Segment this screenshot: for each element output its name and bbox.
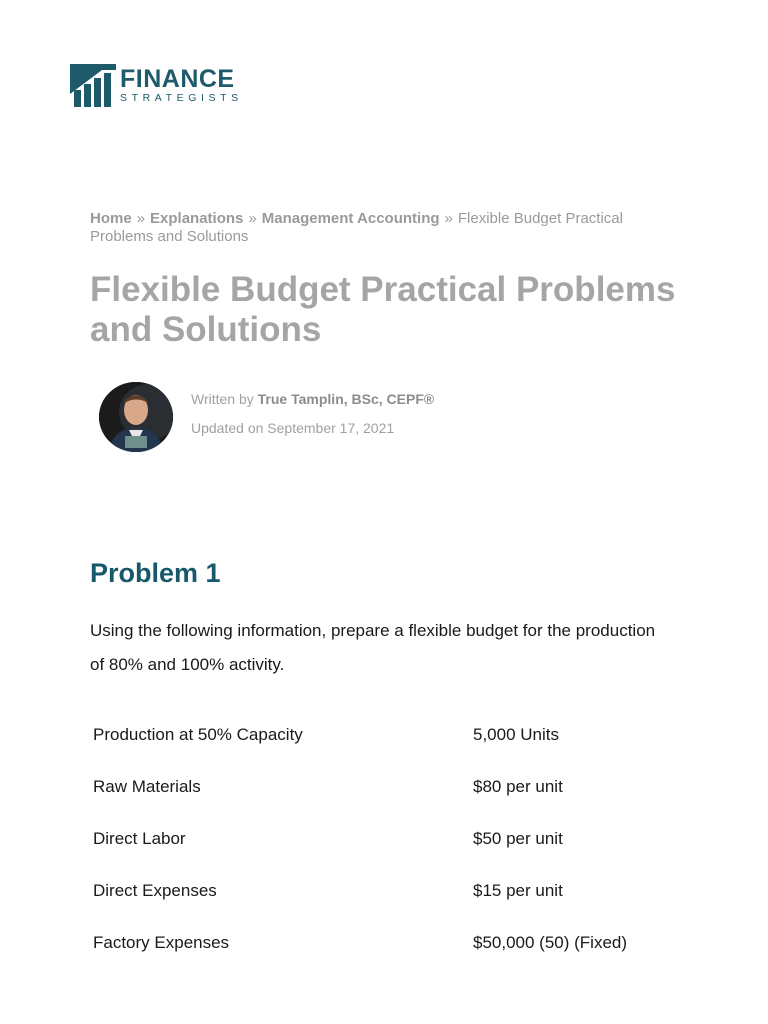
table-cell-label: Production at 50% Capacity (93, 725, 303, 744)
table-row (90, 917, 690, 969)
table-cell-value: $15 per unit (473, 881, 563, 900)
logo-wordmark: FINANCE (120, 65, 235, 93)
logo-subtitle: STRATEGISTS (120, 92, 243, 104)
breadcrumb-current: Flexible Budget Practical Problems and Solutions (90, 210, 623, 245)
site-logo[interactable] (70, 64, 243, 107)
page-title: Flexible Budget Practical Problems and Solutions (90, 270, 676, 349)
breadcrumb (90, 210, 690, 246)
table-cell-value: 5,000 Units (473, 725, 559, 744)
problem-text: Using the following information, prepare a flexible budget for the production of 80% and 100% activity. (90, 621, 656, 674)
table-row (90, 865, 690, 917)
breadcrumb-separator: » (248, 210, 257, 227)
table-row (90, 813, 690, 865)
updated-date: Updated on September 17, 2021 (191, 420, 395, 436)
author-name[interactable]: True Tamplin, BSc, CEPF® (257, 391, 435, 407)
table-cell-value: $50,000 (50) (Fixed) (473, 933, 628, 952)
table-cell-label: Direct Expenses (93, 881, 217, 900)
table-cell-value: $50 per unit (473, 829, 563, 848)
logo-mark-icon (70, 64, 116, 107)
table-row (90, 761, 690, 813)
breadcrumb-separator: » (444, 210, 453, 227)
section-heading: Problem 1 (90, 558, 221, 588)
breadcrumb-explanations[interactable]: Explanations (150, 210, 244, 227)
table-cell-label: Direct Labor (93, 829, 186, 848)
table-row (90, 709, 690, 761)
table-cell-value: $80 per unit (473, 777, 563, 796)
written-by-label: Written by (191, 391, 254, 407)
byline (191, 390, 434, 408)
breadcrumb-management-accounting[interactable]: Management Accounting (261, 210, 440, 227)
breadcrumb-home[interactable]: Home (90, 210, 132, 227)
table-cell-label: Factory Expenses (93, 933, 230, 952)
breadcrumb-separator: » (136, 210, 146, 227)
author-photo (99, 382, 173, 452)
author-avatar[interactable] (99, 382, 173, 452)
table-cell-label: Raw Materials (93, 777, 201, 796)
budget-data-table (90, 709, 690, 969)
